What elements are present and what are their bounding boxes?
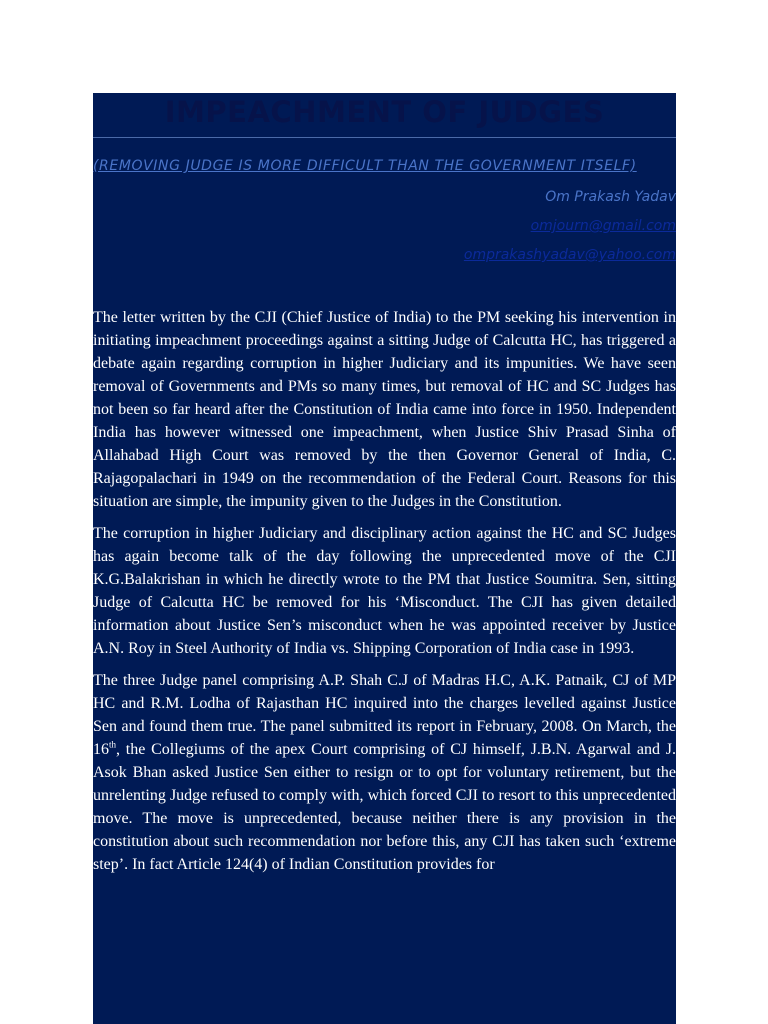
document-subtitle: (REMOVING JUDGE IS MORE DIFFICULT THAN THE GOVERNMENT ITSELF) — [93, 158, 637, 174]
author-email-link-2[interactable]: omprakashyadav@yahoo.com — [463, 247, 676, 263]
article-body — [93, 306, 676, 876]
paragraph-1: The letter written by the CJI (Chief Justice of India) to the PM seeking his intervention in initiating impeachment proceedings against a sitting Judge of Calcutta HC, has triggered a debate again regarding corruption in higher Judiciary and its impunities. We have seen removal of Governments and PMs so many times, but removal of HC and SC Judges has not been so far heard after the Constitution of India came into force in 1950. Independent India has however witnessed one impeachment, when Justice Shiv Prasad Sinha of Allahabad High Court was removed by the then Governor General of India, C. Rajagopalachari in 1949 on the recommendation of the Federal Court. Reasons for this situation are simple, the impunity given to the Judges in the Constitution. — [93, 309, 676, 510]
paragraph-3-text-b: , the Collegiums of the apex Court comprising of CJ himself, J.B.N. Agarwal and J. Asok Bhan asked Justice Sen either to resign or to opt for voluntary retirement, but the unrelenting Judge refused to comply with, which forced CJI to resort to this unprecedented move. The move is unprecedented, because neither there is any provision in the constitution about such recommendation nor before this, any CJI has taken such ‘extreme step’. In fact Article 124(4) of Indian Constitution provides for — [93, 741, 676, 873]
author-name: Om Prakash Yadav — [545, 189, 676, 205]
paragraph-2: The corruption in higher Judiciary and disciplinary action against the HC and SC Judges has again become talk of the day following the unprecedented move of the CJI K.G.Balakrishan in which he directly wrote to the PM that Justice Soumitra. Sen, sitting Judge of Calcutta HC be removed for his ‘Misconduct. The CJI has given detailed information about Justice Sen’s misconduct when he was appointed receiver by Justice A.N. Roy in Steel Authority of India vs. Shipping Corporation of India case in 1993. — [93, 525, 676, 657]
document-page — [93, 93, 676, 1024]
paragraph-3 — [93, 669, 676, 876]
document-title: IMPEACHMENT OF JUDGES — [93, 93, 676, 138]
author-email-link[interactable]: omjourn@gmail.com — [530, 218, 676, 234]
paragraph-3-text-a: The three Judge panel comprising A.P. Shah C.J of Madras H.C, A.K. Patnaik, CJ of MP HC and R.M. Lodha of Rajasthan HC inquired into the charges levelled against Justice Sen and found them true. The panel submitted its report in February, 2008. On March, the 16 — [93, 672, 676, 758]
ordinal-suffix: th — [109, 739, 117, 750]
